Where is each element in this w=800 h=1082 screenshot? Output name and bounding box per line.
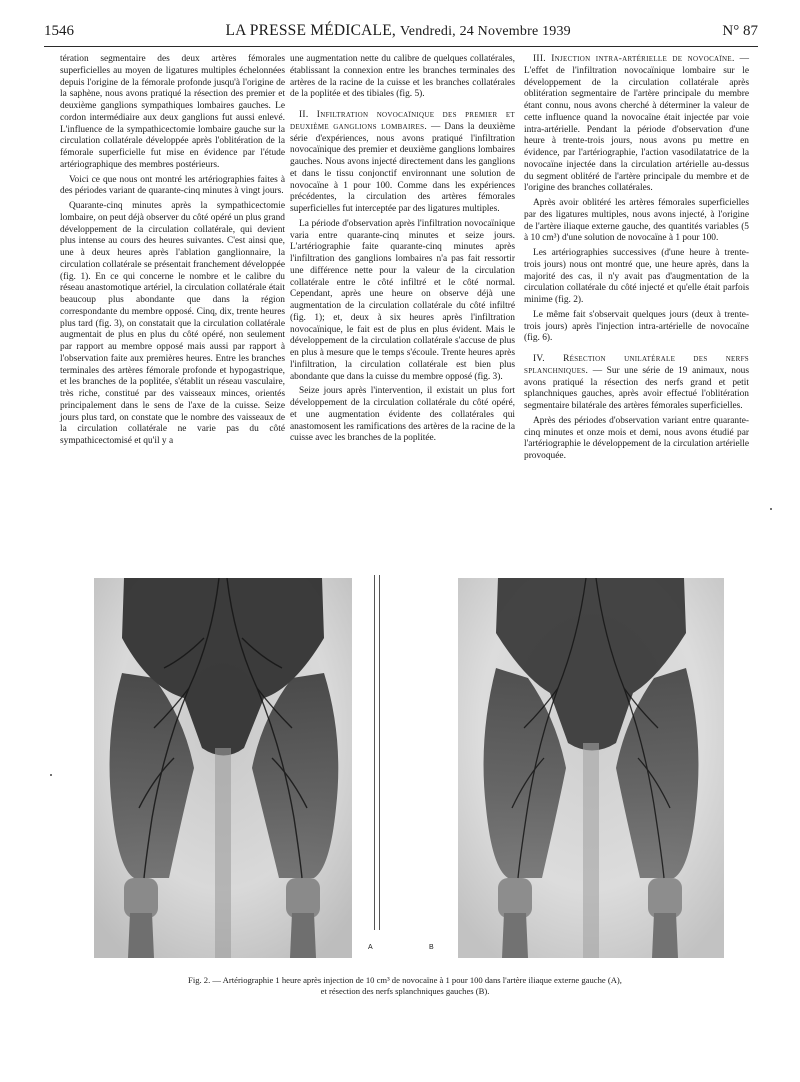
- section-body: — Sur une série de 19 animaux, nous avons pratiqué la résection des nerfs grand et petit splanchniques gauches, après avoir effectué l'oblitération segmentaire bilatérale des artères fémorales superficielles.: [524, 365, 749, 411]
- paragraph: Après des périodes d'observation variant entre quarante-cinq minutes et onze mois et demi, nous avons étudié par l'artériographie le développement de la circulation artérielle provoquée.: [524, 415, 749, 461]
- section-heading: III. Injection intra-artérielle de novocaïne.: [533, 54, 735, 64]
- paragraph: Le même fait s'observait quelques jours (deux à trente-trois jours) après l'injection intra-artérielle de novocaïne (fig. 6).: [524, 309, 749, 344]
- section-heading: IV. Résection unilatérale des nerfs splanchniques.: [524, 354, 749, 376]
- text-column-1: [60, 54, 285, 451]
- xray-a-graphic: [94, 578, 352, 958]
- section-2: [290, 110, 515, 216]
- issue-number: N° 87: [722, 23, 758, 39]
- figure-caption: [60, 975, 750, 997]
- paragraph: La période d'observation après l'infiltration novocaïnique varia entre quarante-cinq minutes et seize jours. L'artériographie faite quarante-cinq minutes après l'infiltration des ganglions lombaires n'a pas fait ressortir une différence nette pour la valeur de la circulation collatérale entre le côté infiltré et le côté normal. Cependant, après une heure on observe déjà une augmentation de la circulation collatérale du côté infiltré (fig. 1); et, deux à six heures après l'infiltration novocaïnique, le fait est de plus en plus évident. Mais le développement de la circulation collatérale s'accuse de plus en plus à mesure que le temps s'écoule. Trente heures après l'infiltration, la circulation collatérale est bien plus abondante que dans la cuisse du membre opposé (fig. 3).: [290, 218, 515, 382]
- paragraph: une augmentation nette du calibre de quelques collatérales, établissant la connexion entre les branches terminales des artères de la racine de la cuisse et les branches collatérales de la poplitée et des tibiales (fig. 5).: [290, 54, 515, 100]
- page-header: [44, 22, 758, 44]
- paragraph: Quarante-cinq minutes après la sympathicectomie lombaire, on peut déjà observer du côté opéré un plus grand développement de la circulation collatérale, qui devient plus intense au cours des heures suivantes. C'est ainsi que, une à deux heures après l'ablation ganglionnaire, la circulation collatérale se présentait franchement développée (fig. 1). En ce qui concerne le nombre et le calibre du réseau anastomotique artériel, la circulation collatérale était beaucoup plus abondante que dans la région correspondante du membre opposé. Cinq, dix, trente heures plus tard (fig. 3), on constatait que la circulation collatérale augmentait de plus en plus du côté opéré, non seulement par rapport au membre opposé mais aussi par rapport à l'observation faite aux premières heures. Entre les branches terminales des artères fémorale profonde et hypogastrique, et les branches de la poplitée, s'établit un réseau vasculaire, très riche, constitué par des vaisseaux minces, orientés principalement dans le sens de l'axe de la cuisse. Seize jours plus tard, on constate que le nombre des vaisseaux de la circulation collatérale ne varie pas du côté sympathicectomisé et qu'il y a: [60, 201, 285, 446]
- section-4: [524, 354, 749, 413]
- xray-b-graphic: [458, 578, 724, 958]
- print-speck: [770, 508, 772, 510]
- paragraph: Les artériographies successives (d'une heure à trente-trois jours) nous ont montré que, une heure après, dans la majorité des cas, il n'y avait pas d'augmentation de la circulation collatérale du côté injecté et qu'elle était parfois minime (fig. 2).: [524, 248, 749, 305]
- section-body: — L'effet de l'infiltration novocaïnique lombaire sur le développement de la circulation collatérale après oblitération segmentaire de l'artère principale du membre étant connu, nous avons cherché à déterminer la valeur de cette influence quand la novocaïne était injectée par voie intra-artérielle. Pendant la période d'observation d'une heure à trente-trois jours, nous avons pu mettre en évidence, par l'artériographie, l'action vasodilatatrice de la novocaïne injectée dans la circulation artérielle au-dessus du segment oblitéré de l'artère principale du membre et de l'origine des branches collatérales.: [524, 54, 750, 194]
- caption-line-2: et résection des nerfs splanchniques gauches (B).: [320, 986, 490, 996]
- figure-label-a: A: [368, 944, 373, 951]
- text-column-3: [524, 54, 749, 466]
- figure-divider: [379, 575, 380, 930]
- journal-name: LA PRESSE MÉDICALE,: [225, 22, 396, 39]
- figure-divider: [374, 575, 375, 930]
- xray-image-b: [458, 578, 724, 958]
- page-number: 1546: [44, 23, 74, 39]
- journal-title: [226, 22, 571, 40]
- paragraph: Voici ce que nous ont montré les artériographies faites à des périodes variant de quarante-cinq minutes à vingt jours.: [60, 174, 285, 197]
- figure-label-b: B: [429, 944, 434, 951]
- paragraph: Seize jours après l'intervention, il existait un plus fort développement de la circulation collatérale du côté opéré, et une augmentation évidente des collatérales qui anastomosent les ramifications des artères de la racine de la cuisse avec les branches de la poplitée.: [290, 386, 515, 444]
- header-rule: [44, 46, 758, 47]
- issue-date: Vendredi, 24 Novembre 1939: [400, 24, 571, 39]
- section-heading: II. Infiltration novocaïnique des premier et deuxième ganglions lombaires.: [290, 110, 515, 132]
- paragraph: tération segmentaire des deux artères fémorales superficielles au moyen de ligatures multiples échelonnées depuis l'origine de la fémorale profonde jusqu'à l'origine de la saphène, nous avons pratiqué la résection des premier et deuxième ganglions sympathiques lombaires gauches. Le cordon intermédiaire aux deux ganglions fut aussi enlevé. L'influence de la sympathicectomie lombaire gauche sur la circulation collatérale développée après l'oblitération de la fémorale superficielle fut mise en évidence par l'étude artériographique des membres postérieurs.: [60, 54, 285, 170]
- section-body: — Dans la deuxième série d'expériences, nous avons pratiqué l'infiltration novocaïnique des premier et deuxième ganglions lombaires gauches. Nous avons injecté directement dans les ganglions et dans le tissu conjonctif environnant une solution de novocaïne à 1 pour 100. Comme dans les expériences précédentes, la circulation des artères fémorales superficielles fut interceptée par des ligatures multiples.: [290, 121, 515, 214]
- xray-image-a: [94, 578, 352, 958]
- text-column-2: [290, 54, 515, 448]
- section-3: [524, 54, 749, 195]
- print-speck: [50, 774, 52, 776]
- caption-line-1: Fig. 2. — Artériographie 1 heure après injection de 10 cm³ de novocaïne à 1 pour 100 dans l'artère iliaque externe gauche (A),: [188, 975, 622, 985]
- paragraph: Après avoir oblitéré les artères fémorales superficielles par des ligatures multiples, nous avons injecté, à l'origine de l'artère iliaque externe gauche, des quantités variables (5 à 10 cm³) d'une solution de novocaïne à 1 pour 100.: [524, 198, 749, 244]
